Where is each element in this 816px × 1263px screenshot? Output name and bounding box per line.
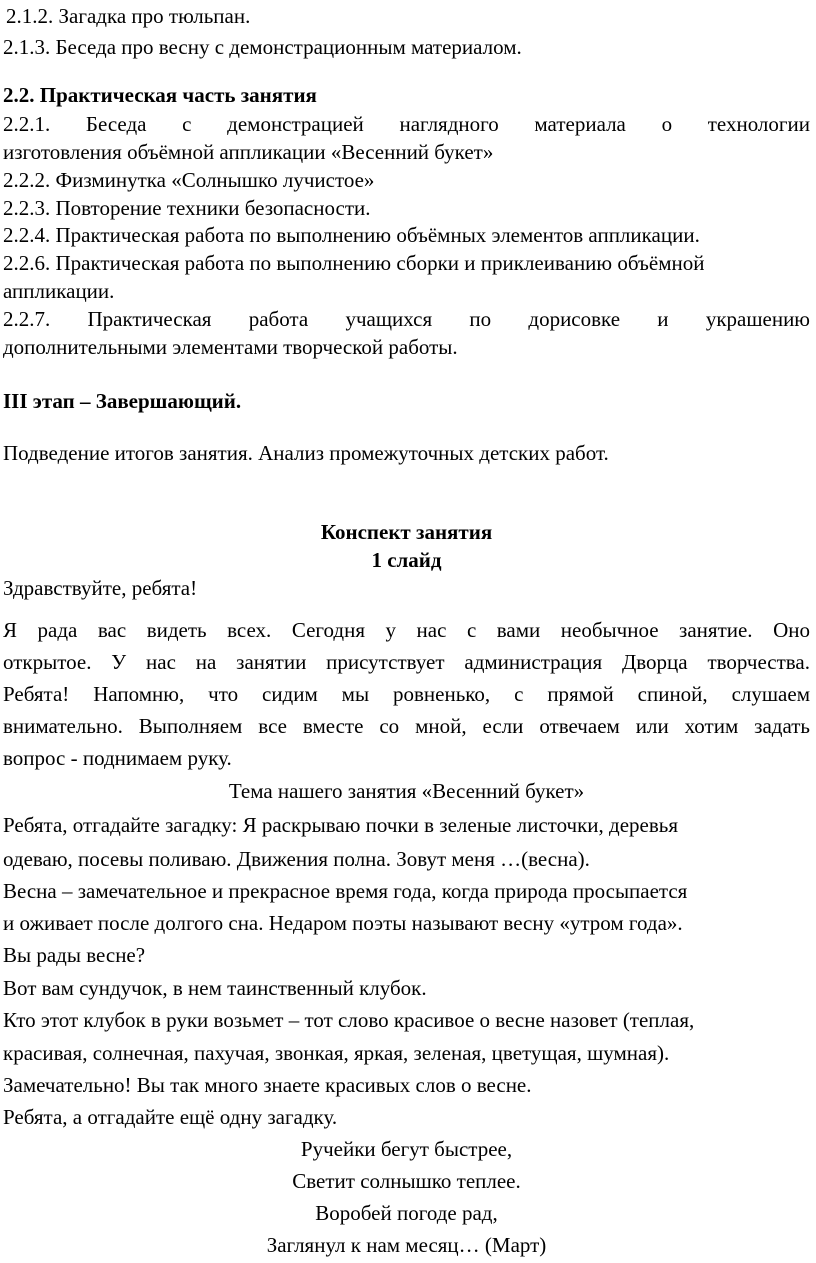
spring-text-line: Весна – замечательное и прекрасное время года, когда природа просыпается xyxy=(3,879,688,903)
plan-item-2-2-6-line2: аппликации. xyxy=(3,279,115,303)
plan-item-2-1-2: 2.1.2. Загадка про тюльпан. xyxy=(6,4,251,28)
plan-item-2-2-1-line2: изготовления объёмной аппликации «Весенний букет» xyxy=(3,140,494,164)
spring-text-line: и оживает после долгого сна. Недаром поэты называют весну «утром года». xyxy=(3,911,683,935)
summary-title: Конспект занятия xyxy=(320,520,493,544)
summary-paragraph-line: внимательно. Выполняем все вместе со мной, если отвечаем или хотим задать xyxy=(3,714,810,738)
summary-paragraph-line: вопрос - поднимаем руку. xyxy=(3,746,232,770)
riddle-spring-line: Ребята, отгадайте загадку: Я раскрываю почки в зеленые листочки, деревья xyxy=(3,813,679,837)
plan-item-2-2-3: 2.2.3. Повторение техники безопасности. xyxy=(3,196,371,220)
plan-item-2-2-7-line1: 2.2.7. Практическая работа учащихся по дорисовке и украшению xyxy=(3,307,810,331)
summary-paragraph-line: открытое. У нас на занятии присутствует администрация Дворца творчества. xyxy=(3,650,810,674)
stage-3-heading: III этап – Завершающий. xyxy=(3,389,242,413)
plan-heading-2-2: 2.2. Практическая часть занятия xyxy=(3,83,317,107)
summary-greeting: Здравствуйте, ребята! xyxy=(3,576,198,600)
poem-line: Ручейки бегут быстрее, xyxy=(300,1137,513,1161)
plan-item-2-2-7-line2: дополнительными элементами творческой работы. xyxy=(3,335,458,359)
plan-item-2-1-3: 2.1.3. Беседа про весну с демонстрационным материалом. xyxy=(3,35,522,59)
plan-item-2-2-1-line1: 2.2.1. Беседа с демонстрацией наглядного материала о технологии xyxy=(3,112,810,136)
poem-line: Заглянул к нам месяц… (Март) xyxy=(266,1233,547,1257)
second-riddle-intro: Ребята, а отгадайте ещё одну загадку. xyxy=(3,1105,338,1129)
ball-game-line: красивая, солнечная, пахучая, звонкая, яркая, зеленая, цветущая, шумная). xyxy=(3,1041,670,1065)
praise-text: Замечательно! Вы так много знаете красивых слов о весне. xyxy=(3,1073,532,1097)
plan-item-2-2-4: 2.2.4. Практическая работа по выполнению объёмных элементов аппликации. xyxy=(3,223,700,247)
riddle-spring-line: одеваю, посевы поливаю. Движения полна. Зовут меня …(весна). xyxy=(3,847,590,871)
poem-line: Светит солнышко теплее. xyxy=(292,1169,521,1193)
stage-3-text: Подведение итогов занятия. Анализ промежуточных детских работ. xyxy=(3,441,609,465)
lesson-topic: Тема нашего занятия «Весенний букет» xyxy=(228,779,585,803)
plan-item-2-2-2: 2.2.2. Физминутка «Солнышко лучистое» xyxy=(3,168,375,192)
poem-line: Воробей погоде рад, xyxy=(315,1201,498,1225)
spring-question: Вы рады весне? xyxy=(3,943,146,967)
summary-paragraph-line: Я рада вас видеть всех. Сегодня у нас с вами необычное занятие. Оно xyxy=(3,618,810,642)
plan-item-2-2-6-line1: 2.2.6. Практическая работа по выполнению сборки и приклеиванию объёмной xyxy=(3,251,705,275)
summary-paragraph-line: Ребята! Напомню, что сидим мы ровненько, с прямой спиной, слушаем xyxy=(3,682,810,706)
ball-game-line: Кто этот клубок в руки возьмет – тот слово красивое о весне назовет (теплая, xyxy=(3,1008,695,1032)
chest-text: Вот вам сундучок, в нем таинственный клубок. xyxy=(3,976,427,1000)
summary-slide-number: 1 слайд xyxy=(371,548,442,572)
